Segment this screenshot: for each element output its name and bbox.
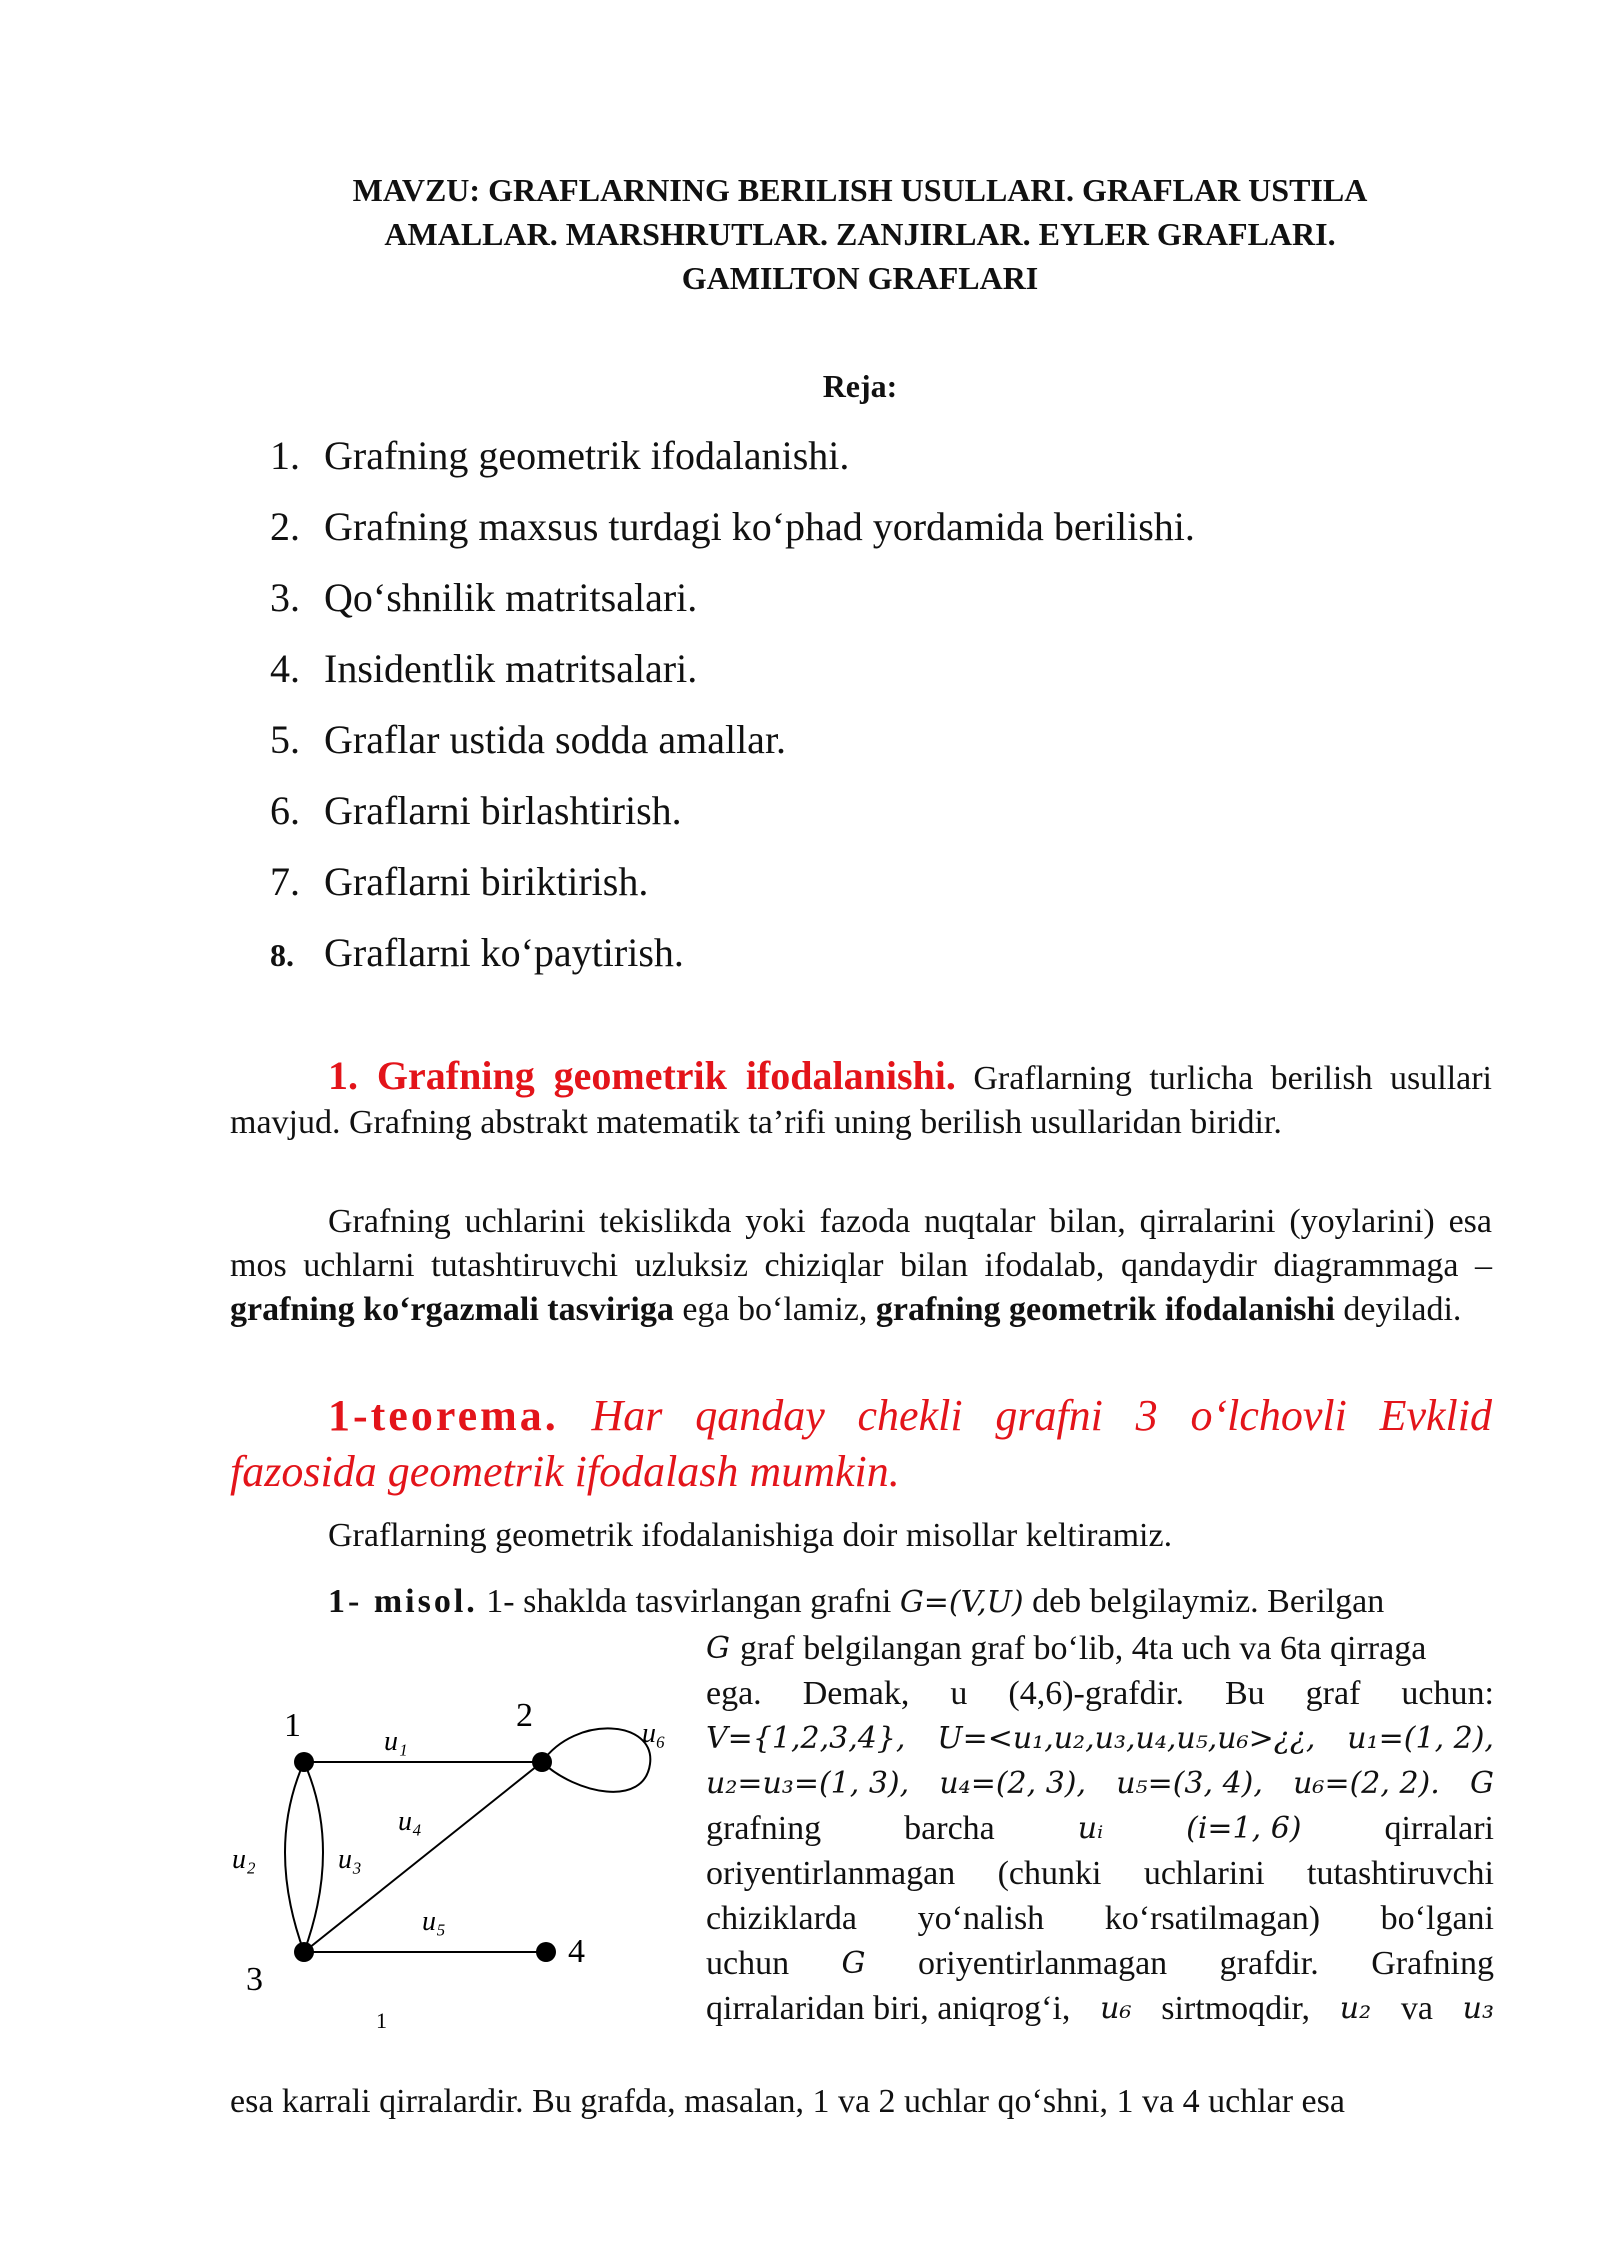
plan-item	[270, 633, 1195, 704]
figure-mark: 1	[376, 2008, 387, 2033]
rc-text: graf belgilangan graf bo‘lib, 4ta uch va 6ta qirraga	[739, 1630, 1427, 1667]
formula-u3: u₃	[1462, 1991, 1494, 2026]
edge-label-u4: u₄	[398, 1806, 422, 1837]
theorem-label: 1-teorema.	[328, 1391, 559, 1440]
vertex-4	[536, 1942, 556, 1962]
plan-item-number: 6.	[270, 788, 300, 833]
plan-item-number: 4.	[270, 646, 300, 691]
title-line-3: GAMILTON GRAFLARI	[681, 260, 1039, 296]
example1-text-b: deb belgilaymiz. Berilgan	[1023, 1583, 1385, 1620]
rc-word: barcha	[904, 1810, 995, 1847]
plan-item-text: Insidentlik matritsalari.	[324, 646, 698, 691]
plan-item	[270, 917, 1195, 988]
plan-item-number: 3.	[270, 575, 300, 620]
rc-line-5	[706, 1761, 1494, 1806]
section1-paragraph-1	[230, 1054, 1492, 1145]
rc-line-8	[706, 1896, 1494, 1941]
rc-word: (4,6)-grafdir.	[1008, 1675, 1184, 1712]
formula-u6: u₆=(2, 2).	[1293, 1766, 1440, 1801]
formula-u5: u₅=(3, 4),	[1116, 1766, 1263, 1801]
rc-word: grafdir.	[1219, 1945, 1319, 1982]
rc-word: yo‘nalish	[917, 1900, 1045, 1937]
rc-word: ko‘rsatilmagan)	[1104, 1900, 1321, 1937]
vertex-3	[294, 1942, 314, 1962]
para2-text-e: deyiladi.	[1334, 1291, 1462, 1328]
graph-figure	[226, 1690, 696, 2040]
example1-last-line: esa karrali qirralardir. Bu grafda, masalan, 1 va 2 uchlar qo‘shni, 1 va 4 uchlar esa	[230, 2083, 1345, 2120]
plan-item-text: Graflar ustida sodda amallar.	[324, 717, 787, 762]
formula-U: U=<u₁,u₂,u₃,u₄,u₅,u₆>¿¿,	[937, 1721, 1316, 1756]
formula-V: V={1,2,3,4},	[706, 1721, 906, 1756]
rc-word: (chunki	[997, 1855, 1102, 1892]
rc-line-10	[706, 1986, 1494, 2031]
plan-item-text: Graflarni biriktirish.	[324, 859, 649, 904]
formula-u2: u₂	[1339, 1991, 1372, 2026]
formula-G: G	[706, 1631, 730, 1666]
plan-item-number: 2.	[270, 504, 300, 549]
vertex-label-3: 3	[246, 1961, 263, 1998]
vertex-2	[532, 1752, 552, 1772]
para2-bold-term-1: grafning ko‘rgazmali tasviriga	[230, 1291, 674, 1328]
rc-word: uchlarini	[1143, 1855, 1265, 1892]
edge-label-u2: u₂	[232, 1844, 256, 1875]
formula-i-range: (i=1, 6)	[1186, 1811, 1302, 1846]
plan-list	[270, 420, 1195, 988]
rc-word: ega.	[706, 1675, 762, 1712]
rc-line-6	[706, 1806, 1494, 1851]
title-line-2: AMALLAR. MARSHRUTLAR. ZANJIRLAR. EYLER GRAFLARI.	[384, 216, 1336, 252]
plan-item	[270, 846, 1195, 917]
plan-item	[270, 775, 1195, 846]
plan-item-number: 7.	[270, 859, 300, 904]
plan-item-text: Grafning geometrik ifodalanishi.	[324, 433, 850, 478]
edge-label-u5: u₅	[422, 1906, 446, 1937]
formula-u4: u₄=(2, 3),	[939, 1766, 1087, 1801]
rc-line-3	[706, 1671, 1494, 1716]
plan-item	[270, 420, 1195, 491]
theorem-text: Har qanday chekli grafni 3 o‘lchovli Evklid fazosida geometrik ifodalash mumkin.	[230, 1391, 1492, 1496]
vertex-1	[294, 1752, 314, 1772]
para2-bold-term-2: grafning geometrik ifodalanishi	[875, 1291, 1335, 1328]
plan-item-text: Grafning maxsus turdagi ko‘phad yordamida berilishi.	[324, 504, 1195, 549]
plan-item	[270, 704, 1195, 775]
plan-item-text: Graflarni ko‘paytirish.	[324, 930, 684, 975]
rc-word: oriyentirlanmagan	[706, 1855, 956, 1892]
formula-ui: uᵢ	[1077, 1811, 1104, 1846]
title-line-1: MAVZU: GRAFLARNING BERILISH USULLARI. GRAFLAR USTILA	[352, 172, 1368, 208]
plan-item-number: 5.	[270, 717, 300, 762]
rc-line-2	[706, 1626, 1494, 1671]
rc-line-7	[706, 1851, 1494, 1896]
example1-text-a: 1- shaklda tasvirlangan grafni	[477, 1583, 900, 1620]
examples-intro: Graflarning geometrik ifodalanishiga doir misollar keltiramiz.	[328, 1517, 1173, 1554]
rc-word: tutashtiruvchi	[1307, 1855, 1494, 1892]
rc-word: Demak,	[802, 1675, 910, 1712]
rc-word: qirralaridan biri, aniqrog‘i,	[706, 1990, 1071, 2027]
vertex-label-4: 4	[568, 1933, 585, 1970]
rc-word: Grafning	[1371, 1945, 1494, 1982]
rc-word: va	[1400, 1990, 1433, 2027]
example1-label: 1- misol.	[328, 1583, 478, 1620]
plan-item	[270, 562, 1195, 633]
section1-heading: 1. Grafning geometrik ifodalanishi.	[328, 1053, 956, 1098]
rc-word: sirtmoqdir,	[1161, 1990, 1311, 2027]
edge-u6-loop	[542, 1728, 650, 1791]
rc-word: uchun	[706, 1945, 790, 1982]
para2-text-a: Grafning uchlarini tekislikda yoki fazoda nuqtalar bilan, qirralarini (yoylarini) esa mos uchlarni tutashtiruvchi uzluksiz chiziqlar bilan ifodalab, qandaydir diagrammaga –	[230, 1203, 1492, 1284]
rc-word: grafning	[706, 1810, 822, 1847]
section1-para1-text: Graflarning turlicha berilish usullari mavjud. Grafning abstrakt matematik ta’rifi uning berilish usullaridan biridir.	[230, 1060, 1492, 1141]
edge-u2	[285, 1762, 304, 1952]
section1-paragraph-2	[230, 1200, 1492, 1332]
edge-label-u6: u₆	[642, 1718, 666, 1749]
edge-u3	[304, 1762, 323, 1952]
edge-label-u1: u₁	[384, 1726, 408, 1757]
plan-item-number: 1.	[270, 433, 300, 478]
rc-word: u	[950, 1675, 968, 1712]
rc-word: qirralari	[1384, 1810, 1494, 1847]
example1-first-line	[230, 1580, 1492, 1625]
formula-G: G=(V,U)	[899, 1585, 1024, 1620]
plan-item-text: Qo‘shnilik matritsalari.	[324, 575, 698, 620]
formula-u1: u₁=(1, 2),	[1347, 1721, 1494, 1756]
plan-item-number: 8.	[270, 937, 294, 973]
rc-word: uchun:	[1401, 1675, 1494, 1712]
rc-word: graf	[1305, 1675, 1361, 1712]
edge-label-u3: u₃	[338, 1844, 362, 1875]
rc-line-4	[706, 1716, 1494, 1761]
rc-word: Bu	[1224, 1675, 1265, 1712]
plan-item	[270, 491, 1195, 562]
rc-word: oriyentirlanmagan	[917, 1945, 1168, 1982]
vertex-label-2: 2	[516, 1697, 533, 1734]
rc-word: bo‘lgani	[1380, 1900, 1494, 1937]
vertex-label-1: 1	[284, 1707, 301, 1744]
formula-u2-u3: u₂=u₃=(1, 3),	[706, 1766, 910, 1801]
formula-G: G	[1469, 1766, 1494, 1801]
rc-word: chiziklarda	[706, 1900, 858, 1937]
example1-right-column	[706, 1626, 1494, 2031]
theorem-1	[230, 1388, 1492, 1500]
plan-item-text: Graflarni birlashtirish.	[324, 788, 682, 833]
para2-text-c: ega bo‘lamiz,	[673, 1291, 876, 1328]
plan-heading: Reja:	[822, 368, 898, 404]
formula-G: G	[841, 1946, 866, 1981]
formula-u6: u₆	[1100, 1991, 1132, 2026]
rc-line-9	[706, 1941, 1494, 1986]
page-title	[230, 168, 1490, 300]
